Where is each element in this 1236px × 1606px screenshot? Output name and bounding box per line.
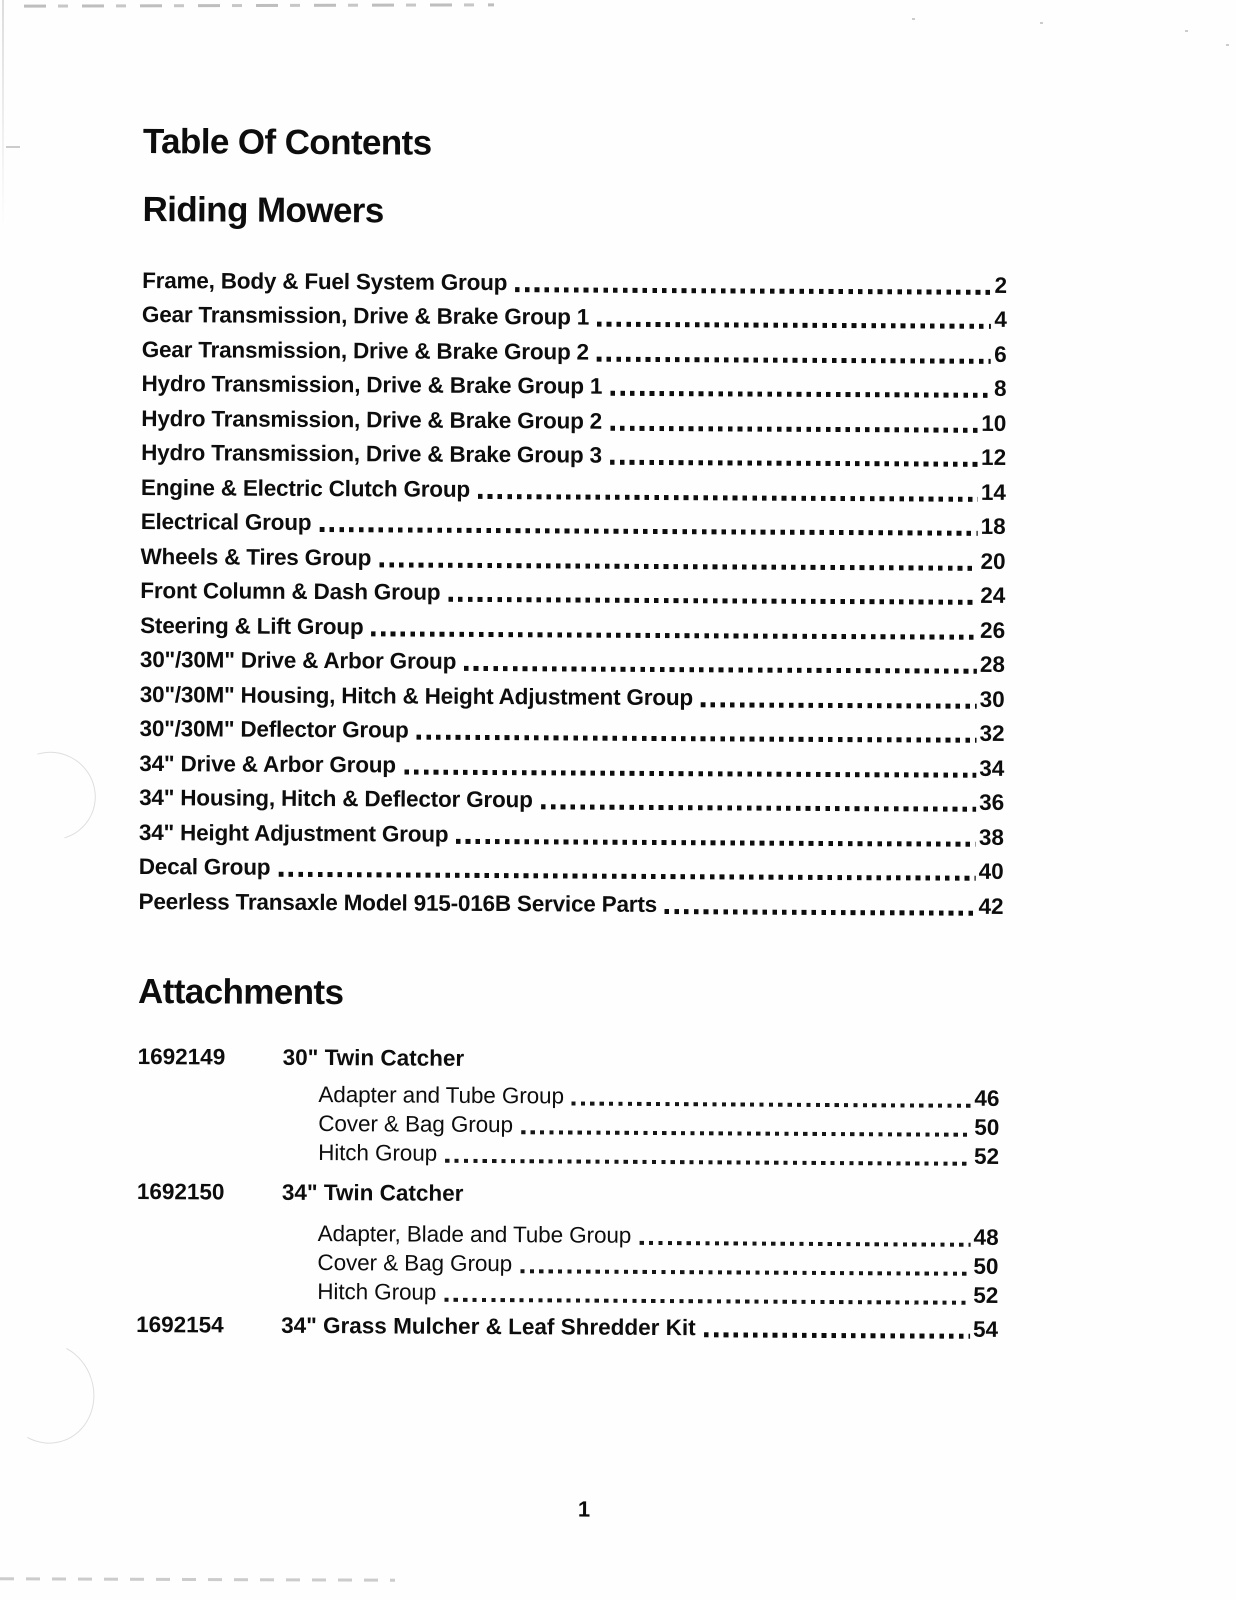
attachment-sub-page: 50	[973, 1253, 999, 1279]
dot-leader	[371, 631, 977, 639]
toc-entry-label: Gear Transmission, Drive & Brake Group 2	[141, 336, 589, 365]
attachment-sub-row	[318, 1108, 999, 1141]
attachment-sub-page: 46	[974, 1085, 1000, 1111]
toc-entry-label: Engine & Electric Clutch Group	[140, 474, 471, 502]
toc-entry-page: 26	[980, 617, 1006, 643]
dot-leader	[701, 702, 977, 709]
page-title: Table Of Contents	[142, 122, 432, 163]
toc-entry-label: 30"/30M" Housing, Hitch & Height Adjustment Group	[139, 681, 694, 710]
toc-row	[139, 776, 1004, 815]
toc-row	[140, 638, 1005, 677]
attachment-title: 30" Twin Catcher	[282, 1044, 465, 1071]
dot-leader	[456, 838, 976, 846]
toc-entry-page: 34	[979, 755, 1005, 781]
toc-entry-page: 4	[994, 306, 1007, 332]
toc-entry-label: Peerless Transaxle Model 915-016B Service Parts	[138, 888, 658, 917]
attachment-sub-label: Adapter and Tube Group	[318, 1082, 564, 1109]
dot-leader	[610, 460, 978, 467]
dot-leader	[597, 356, 991, 363]
dot-leader	[521, 1130, 971, 1137]
dot-leader	[478, 493, 978, 501]
toc-entry-label: Frame, Body & Fuel System Group	[142, 267, 508, 295]
attachment-item	[136, 1308, 998, 1343]
attachment-title: 34" Grass Mulcher & Leaf Shredder Kit	[281, 1312, 696, 1341]
attachment-item	[137, 1175, 999, 1210]
toc-entry-page: 42	[978, 893, 1004, 919]
toc-entry-page: 12	[981, 444, 1007, 470]
dot-leader	[445, 1158, 971, 1165]
dot-leader	[464, 666, 977, 674]
attachment-sub-label: Hitch Group	[318, 1140, 438, 1166]
attachment-sub-row	[317, 1276, 998, 1309]
toc-row	[139, 811, 1004, 850]
toc-entry-label: Hydro Transmission, Drive & Brake Group 1	[141, 370, 603, 399]
toc-entry-page: 24	[980, 582, 1006, 608]
toc-entry-page: 36	[979, 789, 1005, 815]
toc-entry-label: 30"/30M" Deflector Group	[139, 715, 409, 743]
attachment-sub-page: 52	[973, 1143, 1000, 1169]
toc-row	[140, 673, 1005, 712]
attachment-sub-page: 52	[973, 1282, 999, 1308]
toc-row	[141, 362, 1006, 401]
dot-leader	[515, 287, 991, 295]
attachment-item	[138, 1040, 1000, 1075]
attachment-sub-label: Adapter, Blade and Tube Group	[317, 1221, 632, 1248]
toc-entry-label: Hydro Transmission, Drive & Brake Group 3	[141, 439, 602, 468]
toc-entry-label: Wheels & Tires Group	[140, 543, 372, 570]
attachment-sub-label: Hitch Group	[317, 1279, 437, 1305]
attachment-title: 34" Twin Catcher	[281, 1179, 464, 1206]
attachment-page: 54	[973, 1316, 999, 1342]
toc-entry-label: Steering & Lift Group	[140, 612, 364, 639]
attachment-sub-page: 50	[974, 1114, 1000, 1140]
dot-leader	[541, 804, 976, 812]
toc-row	[140, 535, 1005, 574]
toc-entry-page: 18	[980, 513, 1006, 539]
dot-leader	[704, 1332, 970, 1339]
dot-leader	[665, 909, 976, 916]
toc-row	[142, 293, 1007, 332]
dot-leader	[278, 872, 975, 881]
toc-row	[141, 431, 1006, 470]
toc-entry-label: 34" Drive & Arbor Group	[139, 750, 396, 777]
toc-entry-label: Decal Group	[138, 853, 271, 880]
attachment-sub-row	[318, 1137, 999, 1170]
toc-entry-page: 38	[978, 824, 1005, 850]
toc-entry-label: 34" Housing, Hitch & Deflector Group	[139, 784, 533, 813]
attachments-list	[136, 1040, 1000, 1351]
dot-leader	[639, 1240, 970, 1246]
attachment-part-number: 1692150	[136, 1178, 225, 1205]
toc-entry-page: 40	[978, 858, 1004, 884]
footer-page-number: 1	[577, 1496, 591, 1522]
attachment-sub-row	[318, 1079, 999, 1112]
dot-leader	[444, 1297, 970, 1304]
dot-leader	[379, 562, 977, 570]
dot-leader	[448, 597, 977, 605]
toc-entry-label: 34" Height Adjustment Group	[138, 819, 449, 847]
attachment-sub-page: 48	[973, 1224, 999, 1250]
toc-entry-label: Front Column & Dash Group	[140, 577, 441, 605]
toc-row	[141, 397, 1006, 436]
toc-entry-page: 28	[979, 651, 1006, 677]
toc-entry-page: 8	[993, 375, 1007, 401]
toc-row	[142, 328, 1007, 367]
toc-row	[139, 707, 1004, 746]
toc-entry-page: 30	[979, 686, 1005, 712]
dot-leader	[610, 425, 978, 432]
toc-entry-page: 20	[980, 548, 1006, 574]
toc-row	[138, 880, 1003, 919]
dot-leader	[520, 1269, 970, 1276]
dot-leader	[417, 735, 977, 743]
toc-row	[139, 845, 1004, 884]
toc-entry-label: Hydro Transmission, Drive & Brake Group 2	[141, 405, 603, 434]
toc-list	[138, 259, 1007, 919]
toc-row	[139, 742, 1004, 781]
attachment-sub-row	[317, 1247, 998, 1280]
dot-leader	[572, 1101, 972, 1108]
toc-entry-page: 32	[979, 720, 1005, 746]
toc-entry-page: 6	[994, 341, 1007, 367]
dot-leader	[597, 322, 991, 329]
toc-row	[141, 466, 1006, 505]
attachment-part-number: 1692154	[136, 1311, 224, 1338]
toc-entry-page: 14	[980, 479, 1007, 505]
toc-row	[140, 569, 1005, 608]
dot-leader	[610, 391, 991, 398]
attachment-sub-row	[318, 1218, 999, 1251]
section-heading-attachments: Attachments	[137, 971, 344, 1013]
toc-entry-label: 30"/30M" Drive & Arbor Group	[139, 646, 457, 674]
dot-leader	[319, 527, 977, 536]
toc-row	[141, 500, 1006, 539]
toc-row	[140, 604, 1005, 643]
attachment-sub-label: Cover & Bag Group	[318, 1111, 514, 1138]
section-heading-riding-mowers: Riding Mowers	[142, 189, 384, 231]
toc-row	[142, 259, 1007, 298]
dot-leader	[404, 769, 976, 777]
toc-entry-label: Electrical Group	[140, 508, 312, 535]
toc-entry-label: Gear Transmission, Drive & Brake Group 1	[141, 301, 590, 330]
toc-entry-page: 10	[981, 410, 1007, 436]
toc-entry-page: 2	[994, 272, 1008, 298]
attachment-sub-label: Cover & Bag Group	[317, 1250, 513, 1277]
attachment-part-number: 1692149	[137, 1043, 226, 1070]
